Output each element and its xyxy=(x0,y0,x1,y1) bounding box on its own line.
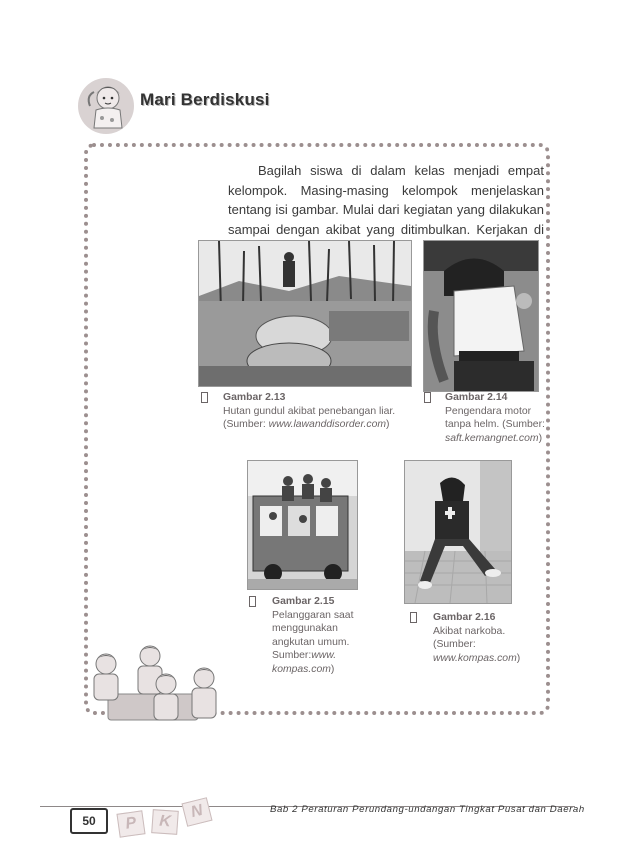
figure-number: Gambar 2.15 xyxy=(272,596,335,607)
overcrowded-vehicle-photo xyxy=(247,460,358,590)
pkn-logo-letter-n: N xyxy=(181,797,212,827)
figure-number: Gambar 2.14 xyxy=(445,392,508,403)
pkn-logo-letter-k: K xyxy=(151,809,179,835)
children-discussing-icon xyxy=(78,642,228,730)
figure-source: www.kompas.com xyxy=(433,652,517,664)
caption-bullet xyxy=(424,392,431,403)
page-number: 50 xyxy=(70,808,108,834)
caption-2-14 xyxy=(445,391,545,445)
girl-thinking-icon xyxy=(76,76,136,136)
motorcycle-rider-photo xyxy=(423,240,539,392)
caption-2-15 xyxy=(272,595,372,676)
figure-source: www. kompas.com xyxy=(272,650,337,675)
caption-close: ) xyxy=(538,432,543,444)
chapter-title: Bab 2 Peraturan Perundang-undangan Tingkat Pusat dan Daerah xyxy=(270,804,585,815)
figure-caption: Pelanggaran saat menggunakan angkutan umum. Sumber: xyxy=(272,609,354,661)
figure-source: www.lawanddisorder.com xyxy=(268,419,387,430)
caption-close: ) xyxy=(516,652,521,664)
figure-number: Gambar 2.13 xyxy=(223,392,286,403)
caption-2-16 xyxy=(433,611,523,665)
figure-caption: Akibat narkoba. (Sumber: xyxy=(433,625,506,650)
section-title: Mari Berdiskusi xyxy=(140,90,270,109)
figure-caption: Pengendara motor tanpa helm. (Sumber: xyxy=(445,405,545,430)
deforestation-photo xyxy=(198,240,412,387)
figure-number: Gambar 2.16 xyxy=(433,612,496,623)
pkn-logo-letter-p: P xyxy=(116,810,145,837)
caption-bullet xyxy=(249,596,256,607)
figure-source: saft.kemangnet.com xyxy=(445,432,539,444)
caption-bullet xyxy=(410,612,417,623)
figure-caption: Hutan gundul akibat penebangan liar. (Sumber: xyxy=(223,405,396,430)
caption-bullet xyxy=(201,392,208,403)
caption-close: ) xyxy=(386,419,390,430)
instructions-body: Bagilah siswa di dalam kelas menjadi empat kelompok. Masing-masing kelompok menjelaskan tentang isi gambar. Mulai dari kegiatan yang dilakukan sampai dengan akibat yang ditimbulkan. Kerjakan di xyxy=(228,163,544,237)
caption-2-13 xyxy=(223,391,408,432)
drug-victim-photo xyxy=(404,460,512,604)
caption-close: ) xyxy=(330,663,335,675)
